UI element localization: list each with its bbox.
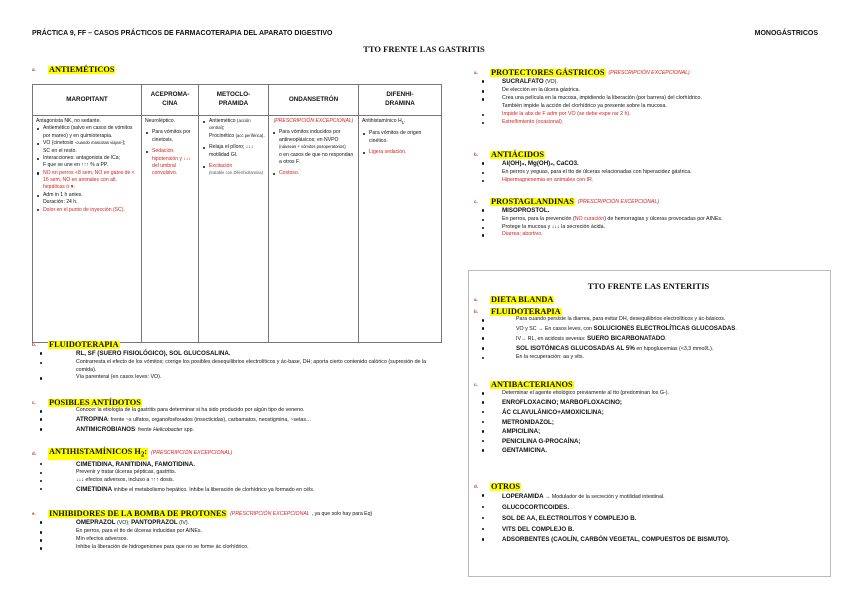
list-item: Para cuando persiste la diarrea, para evitar DH, desequilibrios electrolíticos y ác-básicos. bbox=[474, 316, 829, 324]
text: Interacciones: antagonista de lCa; bbox=[36, 155, 138, 162]
list-item: VITS DEL COMPLEJO B. bbox=[474, 525, 829, 536]
section-letter: b. bbox=[474, 151, 478, 157]
list-item: MISOPROSTOL. bbox=[474, 206, 834, 215]
list-item: Crea una película en la mucosa, impidiendo la liberación (por barrera) del clorhídrico. También impide la acción del clorhídrico ya presente sobre la mucosa. bbox=[474, 95, 834, 111]
section-dieta-blanda bbox=[474, 296, 829, 304]
section-otros bbox=[474, 483, 829, 546]
text: Neuroléptico. bbox=[145, 118, 176, 124]
prescription-note: (PRESCRIPCIÓN EXCEPCIONAL) bbox=[608, 69, 690, 76]
note: , ya que solo hay para Eq) bbox=[311, 510, 373, 517]
section-title: ANTIÁCIDOS bbox=[491, 150, 545, 159]
section-title: FLUIDOTERAPIA bbox=[491, 307, 561, 316]
list-item: Al(OH)₃, Mg(OH)₂, CaCO3. bbox=[474, 159, 834, 168]
list-item: Diarrea; abortivo. bbox=[474, 231, 834, 239]
list-item: VO y SC → En casos leves, con SOLUCIONES ELECTROLÍTICAS GLUCOSADAS. bbox=[474, 324, 829, 334]
text: Antihistamínico $H_1$. bbox=[362, 118, 406, 126]
section-inhibidores-bomba-protones bbox=[32, 510, 452, 552]
section-title: ANTIEMÉTICOS bbox=[49, 65, 115, 74]
section-prostaglandinas bbox=[474, 198, 834, 239]
text: Relaja el píloro; ↓↓↓ motilidad GI. bbox=[202, 144, 265, 159]
header-right: MONOGÁSTRICOS bbox=[754, 30, 818, 37]
section-title: POSIBLES ANTÍDOTOS bbox=[49, 398, 141, 407]
cell-metoclopramida bbox=[199, 116, 269, 343]
section-letter: b. bbox=[32, 341, 36, 347]
list-item: En perros, para la prevención (NO curación) de hemorragias y úlceras provocadas por AINEs. bbox=[474, 216, 834, 224]
section-letter: b. bbox=[474, 308, 478, 314]
text: SC en el resto. bbox=[43, 147, 77, 154]
cell-ondansetron bbox=[269, 116, 359, 343]
section-antiacidos bbox=[474, 151, 834, 184]
title-gastritis: TTO FRENTE LAS GASTRITIS bbox=[363, 44, 485, 54]
cell-maropitant bbox=[33, 116, 142, 343]
list-item: METRONIDAZOL; bbox=[474, 418, 829, 428]
list-item: RL, SF (SUERO FISIOLÓGICO), SOL GLUCOSALINA. bbox=[32, 349, 442, 358]
list-item: GLUCOCORTICOIDES. bbox=[474, 503, 829, 514]
section-posibles-antidotos bbox=[32, 399, 442, 435]
section-antiemeticos bbox=[32, 66, 115, 74]
list-item: ATROPINA: frente ~s ulfatos, organofosforados (insecticidas), carbamatos, neostigmina, ~setas… bbox=[32, 415, 442, 425]
section-title: PROSTAGLANDINAS bbox=[491, 197, 574, 206]
list-item: ANTIMICROBIANOS: frente Helicobacter spp. bbox=[32, 425, 442, 435]
list-item: SOL DE AA, ELECTROLITOS Y COMPLEJO B. bbox=[474, 514, 829, 525]
cell-acepromacina bbox=[142, 116, 199, 343]
list-item: Vía parenteral (en casos leves: VO). bbox=[32, 374, 442, 382]
list-item: Contrarresta el efecto de los vómitos; corrige los posibles desequilibrios electrolíticos y ác-base, DH; aporta cierto contenido calórico (supresión de la comida). bbox=[32, 359, 442, 375]
list-item: Hipermagnesemia en animales con IR. bbox=[474, 177, 834, 185]
text: NO en perros <8 sem, NO en gatos de < 16 sem, NO en animales con alt. hepáticas ó ♥. bbox=[36, 170, 138, 192]
text: o en casos de que no respondan a otros F. bbox=[279, 151, 354, 165]
section-fluidoterapia-enteritis bbox=[474, 308, 829, 362]
list-item: AMPICILINA; bbox=[474, 427, 829, 437]
list-item: Impide la abs de F adm por VO (se debe espe rar 2 h). bbox=[474, 111, 834, 119]
list-item: ↓↓↓ efectos adversos, incluso a ↑↑↑ dosis. bbox=[32, 477, 442, 485]
list-item: ÁC CLAVULÁNICO+AMOXICILINA; bbox=[474, 408, 829, 418]
list-item: Protege la mucosa y ↓↓↓ la secreción ácida. bbox=[474, 224, 834, 232]
title-enteritis: TTO FRENTE LAS ENTERITIS bbox=[587, 281, 710, 291]
section-letter: e. bbox=[32, 510, 36, 516]
antiemeticos-table bbox=[32, 84, 442, 343]
col-header-metoclopramida: METOCLO- PRAMIDA bbox=[199, 85, 269, 116]
prescription-note: (PRESCRIPCIÓN EXCEPCIONAL) bbox=[577, 198, 660, 205]
list-item: IV→ RL, en acidosis severas: SUERO BICARBONATADO. bbox=[474, 334, 829, 344]
section-title: ANTIHISTAMÍNICOS $H_2$: bbox=[49, 447, 148, 459]
cell-difenhidramina bbox=[359, 116, 442, 343]
text: Dolor en el punto de inyección (SC). bbox=[36, 207, 138, 214]
text: Para vómitos por cinetosis. bbox=[145, 129, 195, 144]
col-header-maropitant: MAROPITANT bbox=[33, 85, 142, 116]
section-letter: a. bbox=[474, 296, 478, 302]
section-antihistaminicos bbox=[32, 448, 442, 495]
list-item: ADSORBENTES (CAOLÍN, CARBÓN VEGETAL, COMPUESTOS DE BISMUTO). bbox=[474, 535, 829, 546]
list-item: Conocer la etiología de la gastritis para determinar si ha sido producido por algún tipo de veneno. bbox=[32, 407, 442, 415]
section-letter: c. bbox=[32, 399, 36, 405]
section-title: ANTIBACTERIANOS bbox=[491, 380, 573, 389]
list-item: SOL ISOTÓNICAS GLUCOSADAS AL 5% en hipoglucemias (<3,3 mmol/L). bbox=[474, 344, 829, 354]
section-protectores-gastricos bbox=[474, 69, 834, 127]
section-title: OTROS bbox=[491, 482, 521, 491]
text: Duración: 24 h. bbox=[43, 199, 78, 206]
text: Sedación, hipotensión y ↓↓↓ del umbral convulsivo. bbox=[145, 148, 195, 178]
list-item: En la recuperación: aa y vits. bbox=[474, 354, 829, 362]
list-item: CIMETIDINA, RANITIDINA, FAMOTIDINA. bbox=[32, 460, 442, 469]
list-item: De elección en la úlcera gástrica. bbox=[474, 87, 834, 95]
list-item: SUCRALFATO (VO). bbox=[474, 77, 834, 87]
text: VO (cinetosis -cuando mascotas viajan-); bbox=[36, 140, 138, 147]
text: Adm in 1 h antes. bbox=[36, 192, 138, 199]
list-item: Prevenir y tratar úlceras pépticas, gastritis. bbox=[32, 469, 442, 477]
section-title: DIETA BLANDA bbox=[491, 295, 554, 304]
list-item: OMEPRAZOL (VO); PANTOPRAZOL (IV). bbox=[32, 518, 452, 528]
list-item: ENROFLOXACINO; MARBOFLOXACINO; bbox=[474, 398, 829, 408]
text: Antagonista NK, no sedante. bbox=[36, 118, 101, 124]
col-header-difenhidramina: DIFENHI- DRAMINA bbox=[359, 85, 442, 116]
list-item: En perros, para el tto de úlceras inducidas por AINEs. bbox=[32, 528, 452, 536]
list-item: CIMETIDINA inhibe el metabolismo hepático. Inhibe la liberación de clorhídrico ya formado en céls. bbox=[32, 485, 442, 495]
text: Excitación (tratable con Difenhidramina) bbox=[202, 163, 265, 178]
section-letter: c. bbox=[474, 198, 478, 204]
section-fluidoterapia bbox=[32, 341, 442, 382]
text: Costoso. bbox=[272, 170, 355, 177]
prescription-note: (PRESCRIPCIÓN EXCEPCIONAL) bbox=[273, 118, 354, 124]
text: Antiemético (acción central); bbox=[202, 118, 265, 133]
section-title: INHIBIDORES DE LA BOMBA DE PROTONES bbox=[49, 509, 227, 518]
prescription-note: (PRESCRIPCIÓN EXCEPCIONAL bbox=[230, 510, 310, 517]
list-item: Mín efectos adversos. bbox=[32, 536, 452, 544]
text: Para vómitos inducidos por antineoplásicos; en NVPO (náuseas + vómitos posoperatorios) bbox=[272, 129, 355, 151]
prescription-note: (PRESCRIPCIÓN EXCEPCIONAL) bbox=[151, 450, 233, 457]
text: Para vómitos de origen cinético. bbox=[362, 130, 438, 145]
list-item: GENTAMICINA. bbox=[474, 446, 829, 456]
text: F que se une en ↑↑↑ % a PP. bbox=[43, 162, 109, 169]
text: Procinético (acc periférica). bbox=[209, 132, 265, 139]
list-item: Estreñimiento (ocasional). bbox=[474, 119, 834, 127]
section-antibacterianos bbox=[474, 381, 829, 456]
section-letter: d. bbox=[474, 483, 478, 489]
col-header-ondansetron: ONDANSETRÓN bbox=[269, 85, 359, 116]
text: Antiemético (salvo en casos de vómitos por mareo) y en quimioterapia. bbox=[36, 125, 138, 140]
section-letter: d. bbox=[32, 450, 36, 456]
header-left: PRÁCTICA 9, FF – CASOS PRÁCTICOS DE FARMACOTERAPIA DEL APARATO DIGESTIVO bbox=[32, 30, 333, 37]
list-item: Inhibe la liberación de hidrogeniones para que no se forme ác clorhídrico. bbox=[32, 544, 452, 552]
list-item: Determinar el agente etiológico previamente al tto (predominan los G-). bbox=[474, 389, 829, 398]
list-item: LOPERAMIDA → Modulador de la secreción y motilidad intestinal. bbox=[474, 491, 829, 503]
section-letter: c. bbox=[474, 381, 478, 387]
col-header-acepromacina: ACEPROMA- CINA bbox=[142, 85, 199, 116]
section-letter: a. bbox=[32, 66, 36, 72]
section-title: FLUIDOTERAPIA bbox=[49, 340, 119, 349]
section-title: PROTECTORES GÁSTRICOS bbox=[491, 68, 605, 77]
list-item: PENICILINA G-PROCAÍNA; bbox=[474, 437, 829, 447]
list-item: En perros y yeguas, para el tto de úlceras relacionadas con hiperacidez gástrica. bbox=[474, 169, 834, 177]
text: Ligera sedación. bbox=[362, 149, 438, 156]
section-letter: a. bbox=[474, 69, 478, 75]
